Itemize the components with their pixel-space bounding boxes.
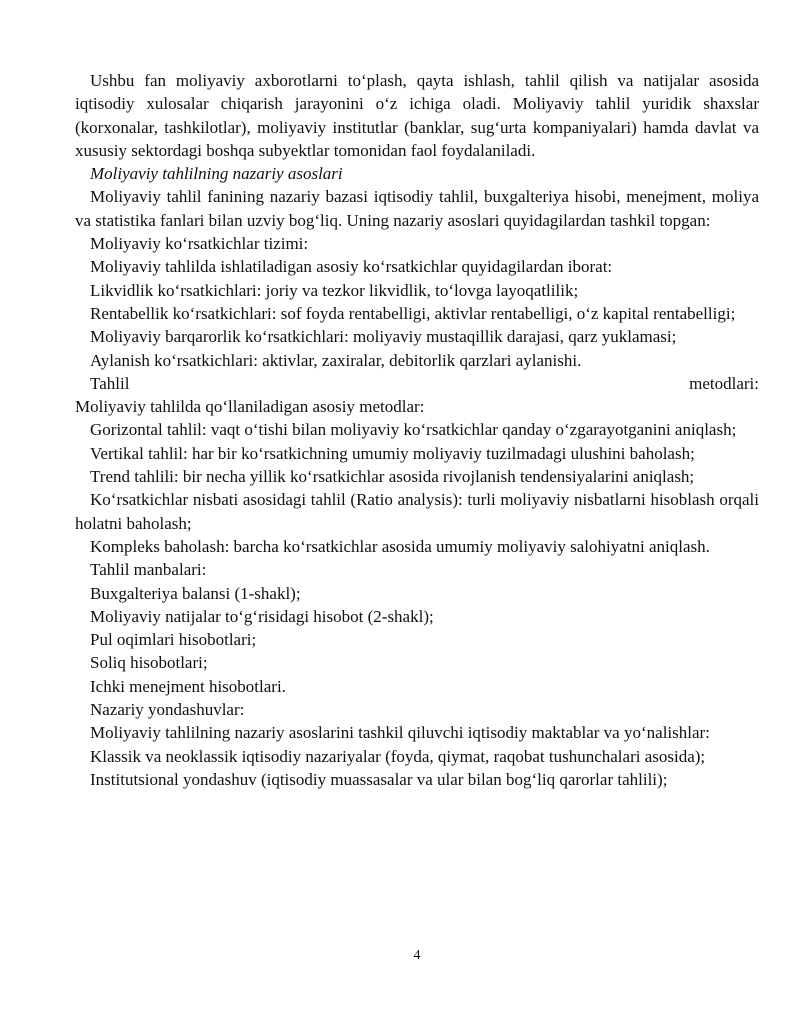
subheading-indicators: Moliyaviy ko‘rsatkichlar tizimi: xyxy=(90,234,309,254)
list-item-institutional: Institutsional yondashuv (iqtisodiy muassasalar va ular bilan bog‘liq qarorlar tahlili); xyxy=(90,769,668,789)
list-item-complex: Kompleks baholash: barcha ko‘rsatkichlar asosida umumiy moliyaviy salohiyatni aniqlash. xyxy=(90,536,710,556)
list-item-horizontal: Gorizontal tahlil: vaqt o‘tishi bilan moliyaviy ko‘rsatkichlar qanday o‘zgarayotganini aniqlash; xyxy=(90,420,737,440)
list-item-internal: Ichki menejment hisobotlari. xyxy=(90,676,286,696)
subheading-methods: Tahlil metodlari: xyxy=(90,373,759,393)
list-item-turnover: Aylanish ko‘rsatkichlari: aktivlar, zaxiralar, debitorlik qarzlari aylanishi. xyxy=(90,350,582,370)
section-heading: Moliyaviy tahlilning nazariy asoslari xyxy=(90,164,343,184)
list-item-stability: Moliyaviy barqarorlik ko‘rsatkichlari: moliyaviy mustaqillik darajasi, qarz yuklamasi; xyxy=(90,327,677,347)
list-item-profitability: Rentabellik ko‘rsatkichlari: sof foyda rentabelligi, aktivlar rentabelligi, o‘z kapital rentabelligi; xyxy=(90,303,736,323)
theory-paragraph: Moliyaviy tahlil fanining nazariy bazasi iqtisodiy tahlil, buxgalteriya hisobi, menejment, moliya va statistika fanlari bilan uzviy bog‘liq. Uning nazariy asoslari quyidagilardan tashkil topgan: xyxy=(75,187,759,230)
list-item-cashflow: Pul oqimlari hisobotlari; xyxy=(90,630,257,650)
document-page xyxy=(75,69,759,791)
subheading-sources: Tahlil manbalari: xyxy=(90,560,207,580)
list-item-classical: Klassik va neoklassik iqtisodiy nazariyalar (foyda, qiymat, raqobat tushunchalari asosida); xyxy=(90,746,706,766)
methods-intro: Moliyaviy tahlilda qo‘llaniladigan asosiy metodlar: xyxy=(75,397,425,417)
list-item-ratio: Ko‘rsatkichlar nisbati asosidagi tahlil (Ratio analysis): turli moliyaviy nisbatlarni hisoblash orqali holatni baholash; xyxy=(75,490,759,533)
list-item-balance: Buxgalteriya balansi (1-shakl); xyxy=(90,583,301,603)
list-item-vertical: Vertikal tahlil: har bir ko‘rsatkichning umumiy moliyaviy tuzilmadagi ulushini baholash; xyxy=(90,443,695,463)
list-item-trend: Trend tahlili: bir necha yillik ko‘rsatkichlar asosida rivojlanish tendensiyalarini aniqlash; xyxy=(90,467,695,487)
page-number: 4 xyxy=(413,948,421,963)
approaches-intro: Moliyaviy tahlilning nazariy asoslarini tashkil qiluvchi iqtisodiy maktablar va yo‘nalishlar: xyxy=(90,723,710,743)
subheading-approaches: Nazariy yondashuvlar: xyxy=(90,700,245,720)
indicators-intro: Moliyaviy tahlilda ishlatiladigan asosiy ko‘rsatkichlar quyidagilardan iborat: xyxy=(90,257,613,277)
list-item-tax: Soliq hisobotlari; xyxy=(90,653,208,673)
list-item-liquidity: Likvidlik ko‘rsatkichlari: joriy va tezkor likvidlik, to‘lovga layoqatlilik; xyxy=(90,280,579,300)
intro-paragraph: Ushbu fan moliyaviy axborotlarni to‘plash, qayta ishlash, tahlil qilish va natijalar asosida iqtisodiy xulosalar chiqarish jarayonini o‘z ichiga oladi. Moliyaviy tahlil yuridik shaxslar (korxonalar, tashkilotlar), moliyaviy institutlar (banklar, sug‘urta kompaniyalari) hamda davlat va xususiy sektordagi boshqa subyektlar tomonidan faol foydalaniladi. xyxy=(75,71,759,160)
list-item-results: Moliyaviy natijalar to‘g‘risidagi hisobot (2-shakl); xyxy=(90,606,434,626)
